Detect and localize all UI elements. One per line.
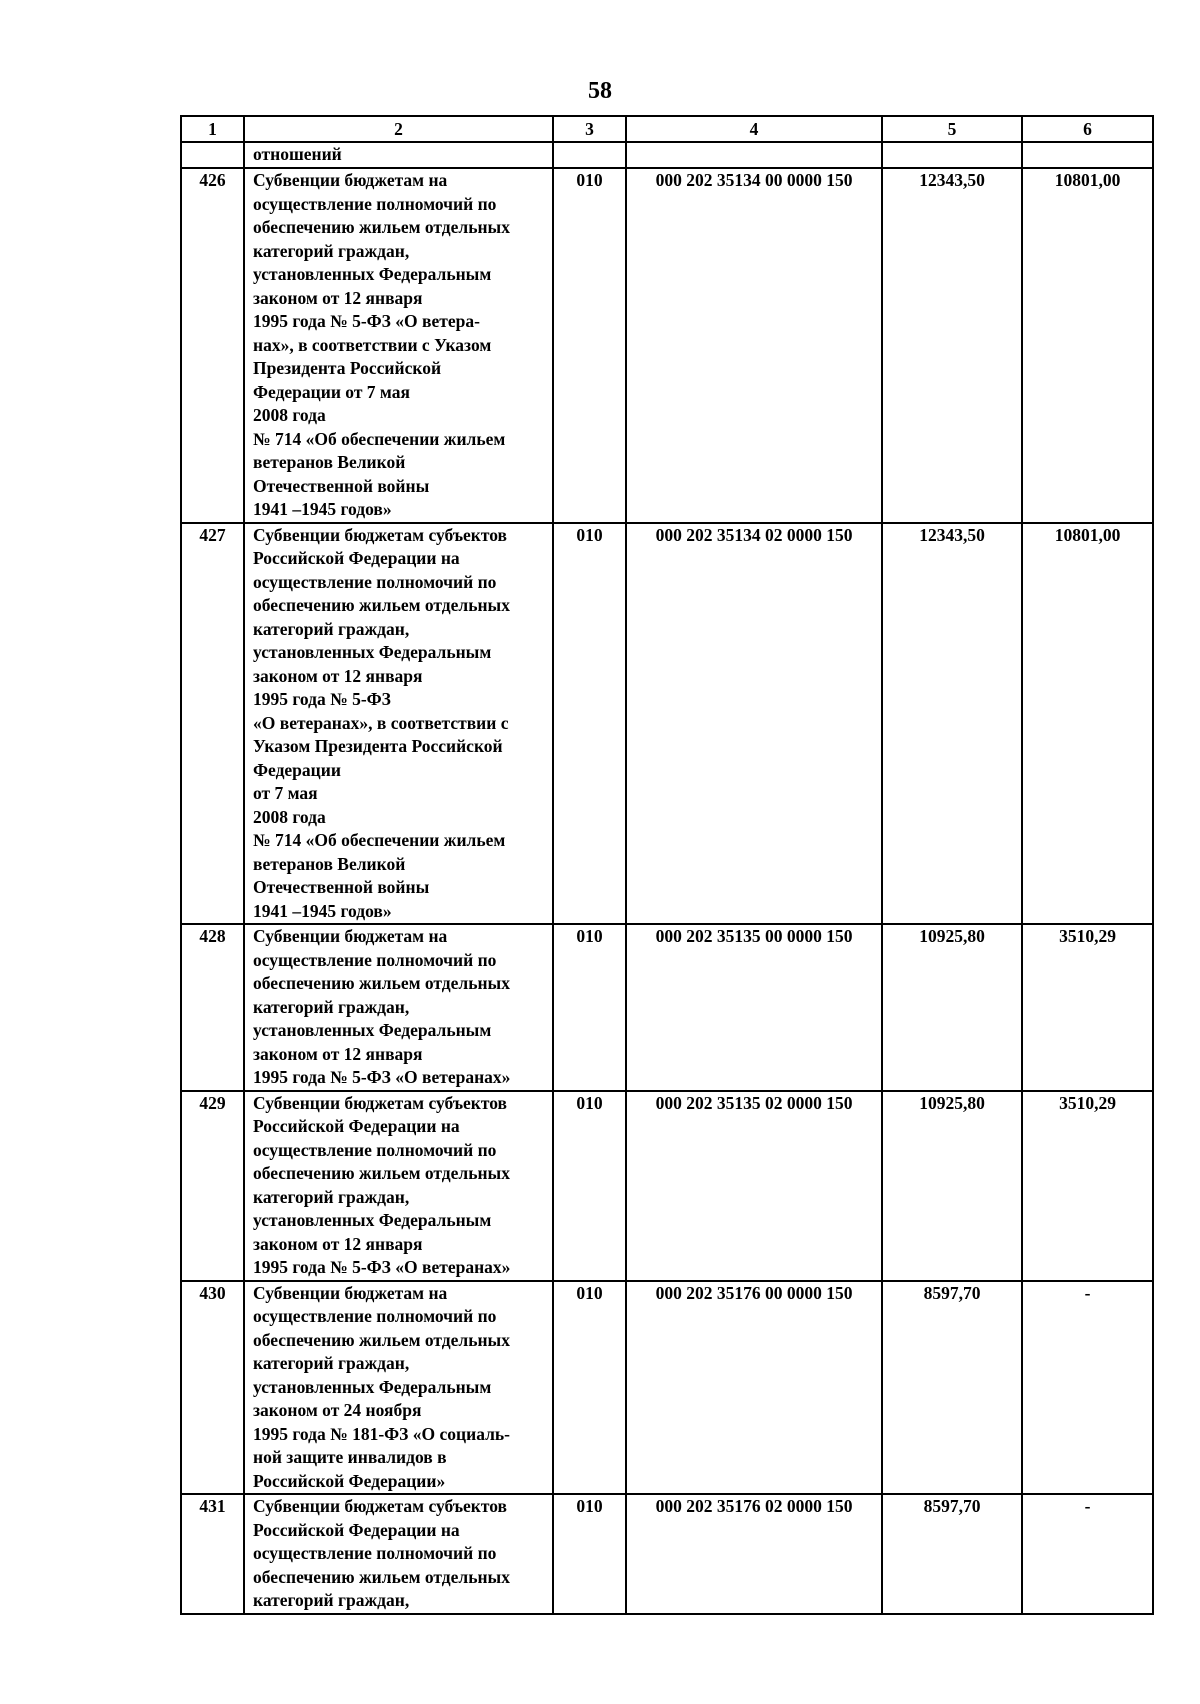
description-line: 1941 –1945 годов»	[253, 499, 392, 519]
description-line: осуществление полномочий по	[253, 949, 497, 970]
description-line: обеспечению жильем отдельных	[253, 973, 510, 993]
amount-col6: -	[1022, 1281, 1153, 1495]
description-line: категорий граждан,	[253, 996, 410, 1017]
description-line: № 714 «Об обеспечении жильем	[253, 830, 506, 850]
description-line: Федерации	[253, 759, 341, 780]
description-line: ветеранов Великой	[253, 452, 406, 472]
description-line: установленных Федеральным	[253, 1376, 492, 1397]
description-line: Субвенции бюджетам на	[253, 926, 448, 946]
description-line: № 714 «Об обеспечении жильем	[253, 428, 506, 449]
table-row	[181, 1281, 1153, 1495]
table-header-row	[181, 116, 1153, 142]
description-line: Субвенции бюджетам субъектов	[253, 1496, 508, 1516]
description-line: ной защите инвалидов в	[253, 1447, 447, 1467]
description-line: 2008 года	[253, 405, 326, 425]
admin-code: 010	[553, 1091, 626, 1281]
amount-col6: 10801,00	[1022, 168, 1153, 523]
budget-code: 000 202 35176 00 0000 150	[626, 1281, 882, 1495]
row-number: 431	[181, 1494, 244, 1614]
description-line: 1995 года № 5-ФЗ «О ветера-	[253, 311, 480, 331]
description-line: от 7 мая	[253, 783, 318, 803]
description-line: Отечественной войны	[253, 877, 430, 897]
description-line: законом от 12 января	[253, 1043, 423, 1064]
row-description	[244, 1091, 553, 1281]
budget-code: 000 202 35176 02 0000 150	[626, 1494, 882, 1614]
description-line: Российской Федерации»	[253, 1470, 446, 1491]
description-line: 1995 года № 181-ФЗ «О социаль-	[253, 1423, 511, 1444]
column-header: 5	[882, 116, 1022, 142]
column-header: 3	[553, 116, 626, 142]
description-line: Отечественной войны	[253, 475, 430, 496]
description-line: законом от 12 января	[253, 1233, 423, 1254]
column-header: 1	[181, 116, 244, 142]
description-line: Российской Федерации на	[253, 1519, 460, 1540]
row-number: 427	[181, 523, 244, 925]
description-line: Субвенции бюджетам субъектов	[253, 524, 508, 545]
description-line: обеспечению жильем отдельных	[253, 595, 510, 615]
budget-code: 000 202 35134 02 0000 150	[626, 523, 882, 925]
description-line: «О ветеранах», в соответствии с	[253, 712, 509, 733]
row-number: 430	[181, 1281, 244, 1495]
amount-col5: 10925,80	[882, 1091, 1022, 1281]
budget-code: 000 202 35135 02 0000 150	[626, 1091, 882, 1281]
continuation-text: отношений	[244, 142, 553, 168]
amount-col6: 3510,29	[1022, 1091, 1153, 1281]
description-line: Российской Федерации на	[253, 1116, 460, 1136]
description-line: обеспечению жильем отдельных	[253, 217, 510, 237]
amount-col6: -	[1022, 1494, 1153, 1614]
table-row	[181, 1494, 1153, 1614]
row-description	[244, 1281, 553, 1495]
description-line: 1941 –1945 годов»	[253, 900, 392, 921]
row-number: 426	[181, 168, 244, 523]
description-line: Указом Президента Российской	[253, 736, 503, 756]
description-line: категорий граждан,	[253, 1590, 410, 1610]
description-line: осуществление полномочий по	[253, 571, 497, 592]
row-number: 428	[181, 924, 244, 1091]
description-line: законом от 12 января	[253, 287, 423, 308]
description-line: установленных Федеральным	[253, 264, 492, 284]
description-line: обеспечению жильем отдельных	[253, 1566, 510, 1587]
continuation-row	[181, 142, 1153, 168]
row-description	[244, 1494, 553, 1614]
description-line: 1995 года № 5-ФЗ	[253, 689, 391, 709]
description-line: Субвенции бюджетам на	[253, 170, 448, 190]
table-row	[181, 924, 1153, 1091]
description-line: категорий граждан,	[253, 618, 410, 639]
table-row	[181, 168, 1153, 523]
description-line: категорий граждан,	[253, 240, 410, 261]
amount-col5: 10925,80	[882, 924, 1022, 1091]
description-line: ветеранов Великой	[253, 853, 406, 874]
amount-col6: 3510,29	[1022, 924, 1153, 1091]
description-line: осуществление полномочий по	[253, 1543, 497, 1563]
admin-code: 010	[553, 1281, 626, 1495]
amount-col5: 12343,50	[882, 523, 1022, 925]
column-header: 2	[244, 116, 553, 142]
amount-col5: 12343,50	[882, 168, 1022, 523]
admin-code: 010	[553, 924, 626, 1091]
description-line: Субвенции бюджетам на	[253, 1282, 448, 1303]
admin-code: 010	[553, 168, 626, 523]
budget-code: 000 202 35134 00 0000 150	[626, 168, 882, 523]
description-line: Федерации от 7 мая	[253, 381, 410, 402]
page-number: 58	[588, 78, 612, 104]
description-line: обеспечению жильем отдельных	[253, 1163, 510, 1183]
table-row	[181, 1091, 1153, 1281]
budget-code: 000 202 35135 00 0000 150	[626, 924, 882, 1091]
description-line: нах», в соответствии с Указом	[253, 334, 492, 355]
amount-col6: 10801,00	[1022, 523, 1153, 925]
table-row	[181, 523, 1153, 925]
description-line: законом от 24 ноября	[253, 1400, 422, 1420]
description-line: законом от 12 января	[253, 665, 423, 686]
admin-code: 010	[553, 1494, 626, 1614]
description-line: категорий граждан,	[253, 1353, 410, 1373]
column-header: 4	[626, 116, 882, 142]
amount-col5: 8597,70	[882, 1494, 1022, 1614]
description-line: установленных Федеральным	[253, 1020, 492, 1040]
budget-table	[180, 115, 1154, 1615]
amount-col5: 8597,70	[882, 1281, 1022, 1495]
description-line: осуществление полномочий по	[253, 1139, 497, 1160]
description-line: 2008 года	[253, 806, 326, 827]
description-line: обеспечению жильем отдельных	[253, 1329, 510, 1350]
description-line: осуществление полномочий по	[253, 193, 497, 214]
description-line: категорий граждан,	[253, 1186, 410, 1207]
description-line: установленных Федеральным	[253, 1210, 492, 1230]
description-line: Президента Российской	[253, 358, 442, 378]
column-header: 6	[1022, 116, 1153, 142]
row-description	[244, 168, 553, 523]
description-line: Субвенции бюджетам субъектов	[253, 1092, 508, 1113]
row-description	[244, 924, 553, 1091]
row-number: 429	[181, 1091, 244, 1281]
row-description	[244, 523, 553, 925]
admin-code: 010	[553, 523, 626, 925]
description-line: Российской Федерации на	[253, 548, 460, 568]
description-line: 1995 года № 5-ФЗ «О ветеранах»	[253, 1257, 511, 1277]
description-line: установленных Федеральным	[253, 642, 492, 662]
description-line: осуществление полномочий по	[253, 1306, 497, 1326]
description-line: 1995 года № 5-ФЗ «О ветеранах»	[253, 1067, 511, 1087]
